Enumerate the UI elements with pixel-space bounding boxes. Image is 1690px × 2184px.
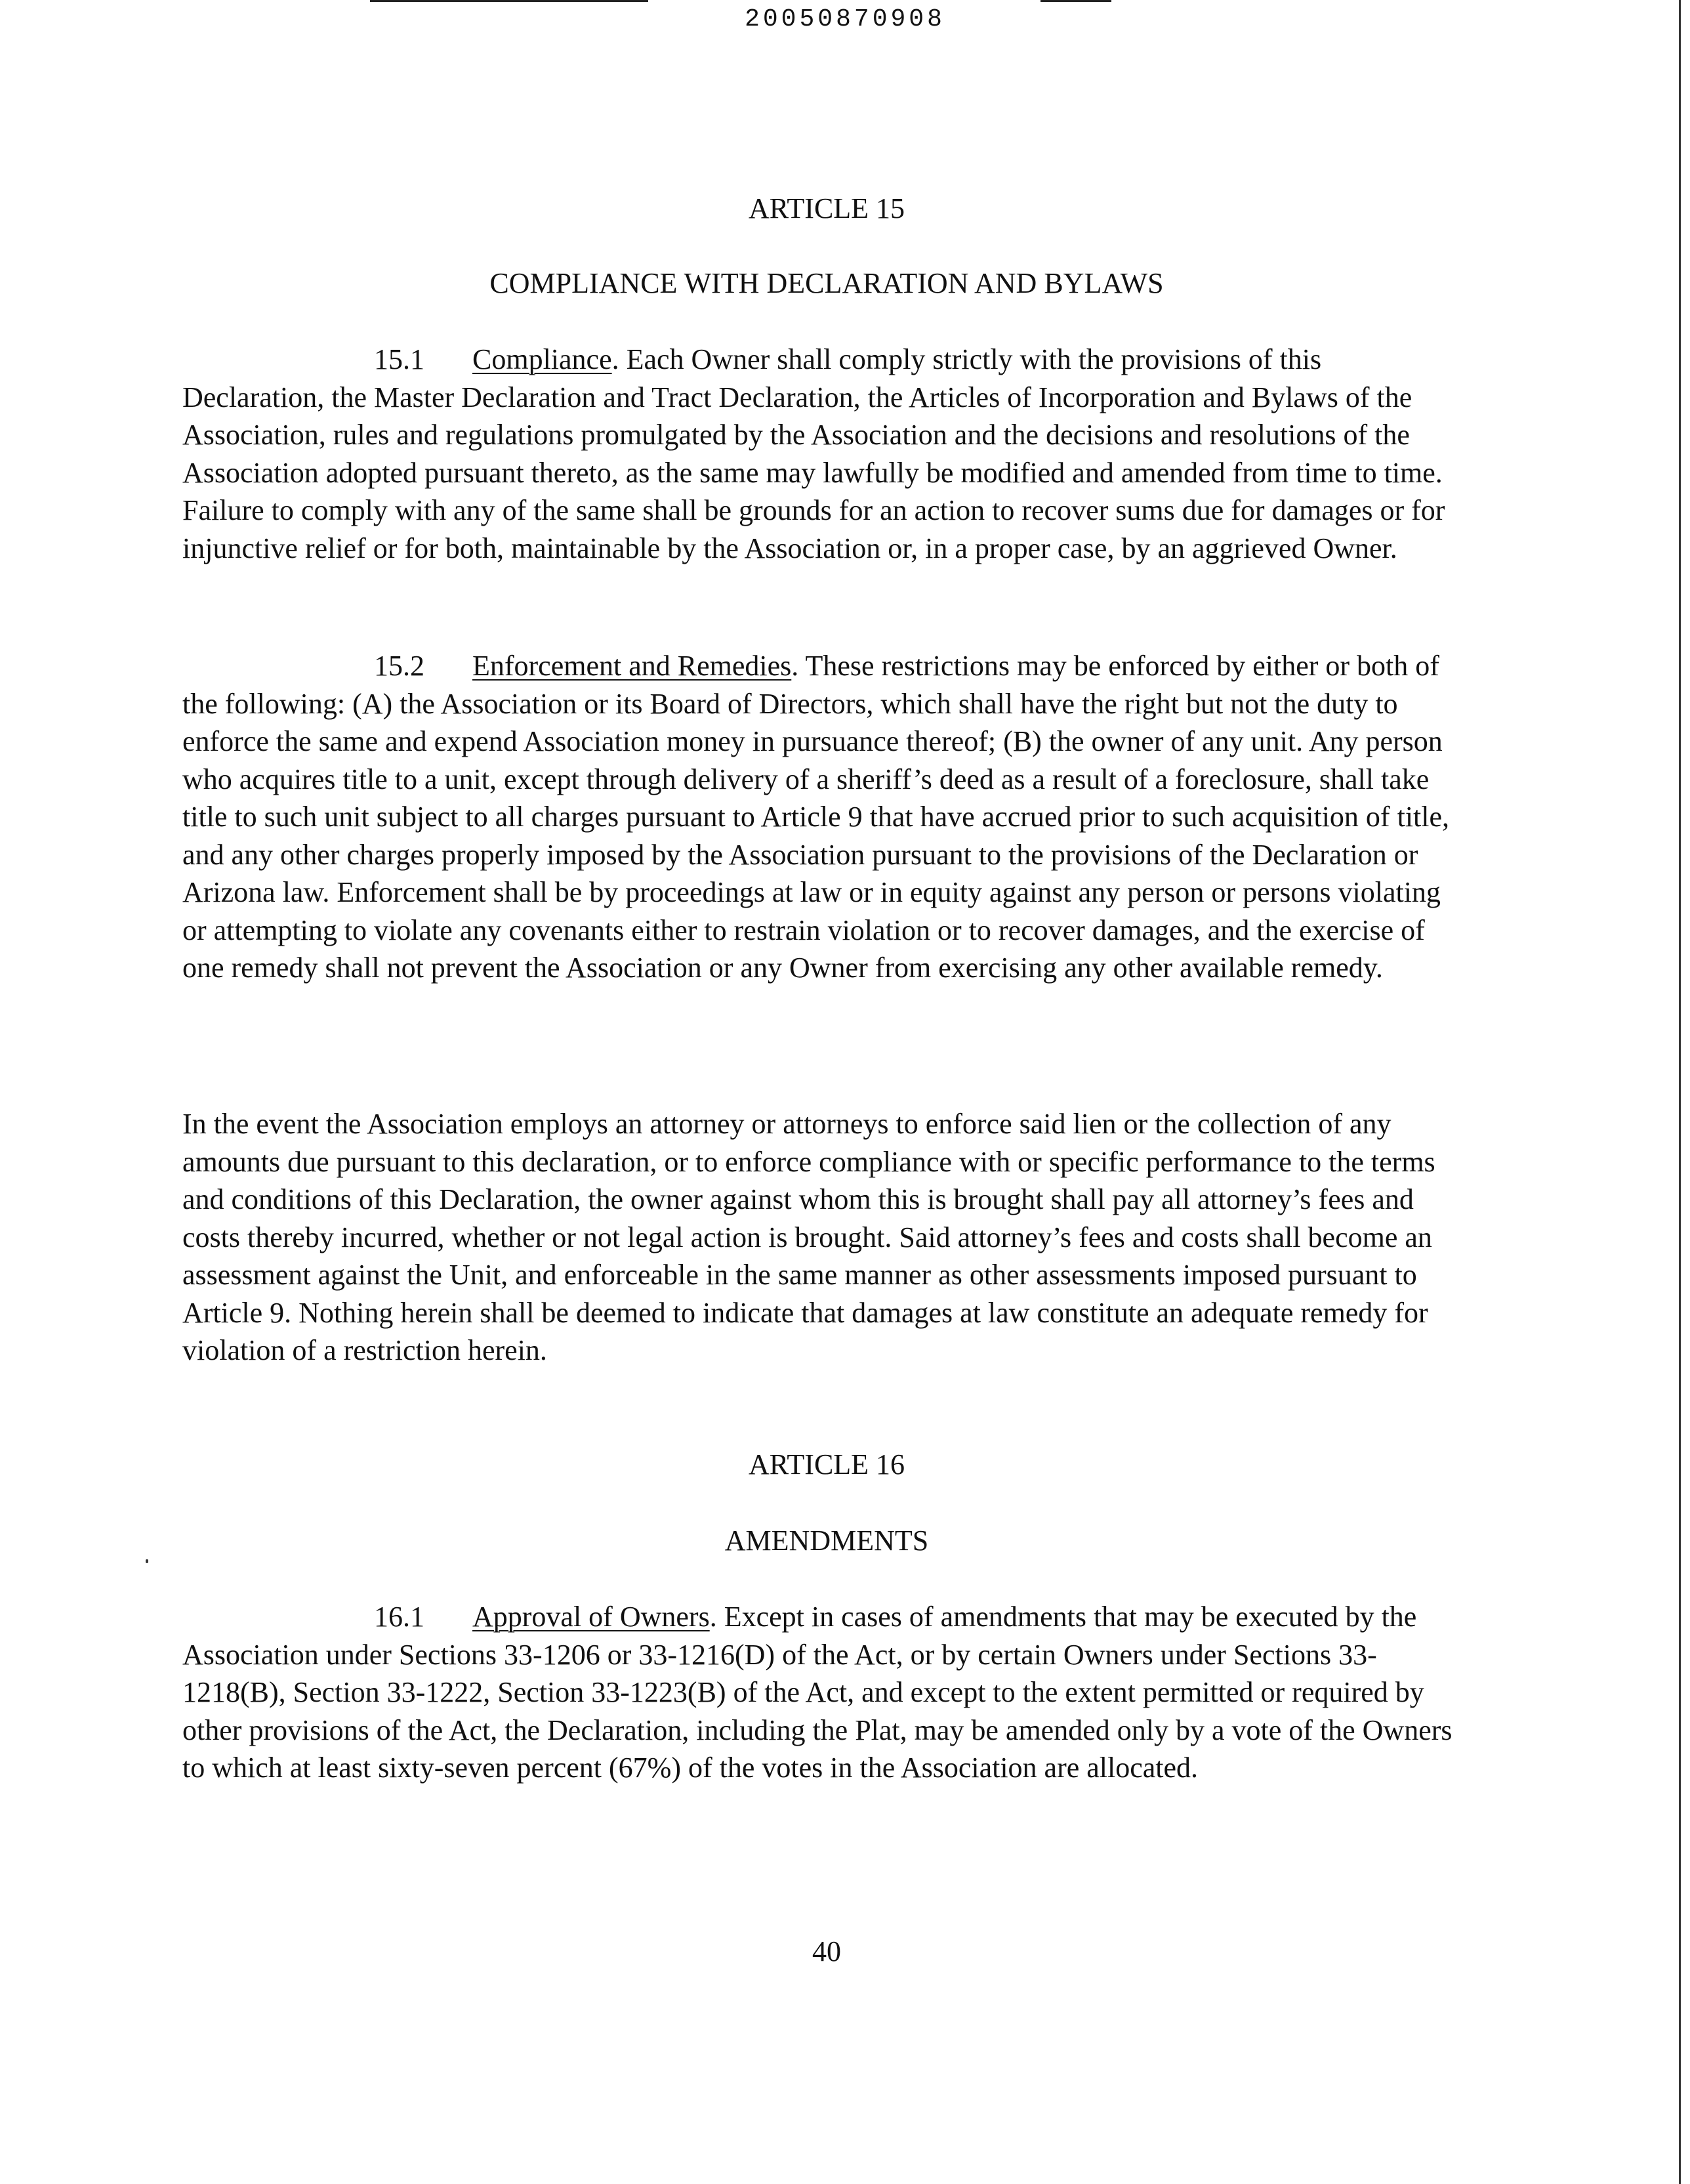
section-16-1 [182, 1598, 1468, 1787]
section-title: Enforcement and Remedies [472, 650, 792, 682]
article-15-title: COMPLIANCE WITH DECLARATION AND BYLAWS [489, 267, 1164, 299]
page-number: 40 [812, 1935, 841, 1967]
page-edge [1679, 0, 1681, 2184]
section-number: 15.1 [374, 343, 424, 375]
article-16-heading: ARTICLE 16 [748, 1448, 905, 1480]
section-number: 16.1 [374, 1601, 424, 1633]
section-text: . Except in cases of amendments that may be executed by the Association under Sections 33-1206 or 33-1216(D) of the Act, or by certain Owners under Sections 33-1218(B), Section 33-1222, Section 33-1223(B) of the Act, and except to the extent permitted or required by other provisions of the Act, the Declaration, including the Plat, may be amended only by a vote of the Owners to which at least sixty-seven percent (67%) of the votes in the Association are allocated. [182, 1601, 1453, 1784]
section-number: 15.2 [374, 650, 424, 682]
section-15-2 [182, 647, 1468, 987]
section-text: . These restrictions may be enforced by either or both of the following: (A) the Association or its Board of Directors, which shall have the right but not the duty to enforce the same and expend Association money in pursuance thereof; (B) the owner of any unit. Any person who acquires title to a unit, except through delivery of a sheriff’s deed as a result of a foreclosure, shall take title to such unit subject to all charges pursuant to Article 9 that have accrued prior to such acquisition of title, and any other charges properly imposed by the Association pursuant to the provisions of the Declaration or Arizona law. Enforcement shall be by proceedings at law or in equity against any person or persons violating or attempting to violate any covenants either to restrain violation or to recover damages, and the exercise of one remedy shall not prevent the Association or any Owner from exercising any other available remedy. [182, 650, 1450, 984]
scan-artifact-line [370, 0, 648, 2]
scan-speck [146, 1559, 148, 1563]
section-15-1 [182, 341, 1468, 567]
section-15-2-continued: In the event the Association employs an attorney or attorneys to enforce said lien or the collection of any amounts due pursuant to this declaration, or to enforce compliance with or specific performance to the terms and conditions of this Declaration, the owner against whom this is brought shall pay all attorney’s fees and costs thereby incurred, whether or not legal action is brought. Said attorney’s fees and costs shall become an assessment against the Unit, and enforceable in the same manner as other assessments imposed pursuant to Article 9. Nothing herein shall be deemed to indicate that damages at law constitute an adequate remedy for violation of a restriction herein. [182, 1108, 1435, 1366]
scan-artifact-line [1041, 0, 1111, 2]
document-number: 20050870908 [745, 5, 945, 33]
section-title: Compliance [472, 343, 612, 375]
article-16-title: AMENDMENTS [724, 1524, 929, 1557]
section-text: . Each Owner shall comply strictly with the provisions of this Declaration, the Master Declaration and Tract Declaration, the Articles of Incorporation and Bylaws of the Association, rules and regulations promulgated by the Association and the decisions and resolutions of the Association adopted pursuant thereto, as the same may lawfully be modified and amended from time to time. Failure to comply with any of the same shall be grounds for an action to recover sums due for damages or for injunctive relief or for both, maintainable by the Association or, in a proper case, by an aggrieved Owner. [182, 343, 1445, 564]
section-title: Approval of Owners [472, 1601, 710, 1633]
article-15-heading: ARTICLE 15 [748, 192, 905, 224]
